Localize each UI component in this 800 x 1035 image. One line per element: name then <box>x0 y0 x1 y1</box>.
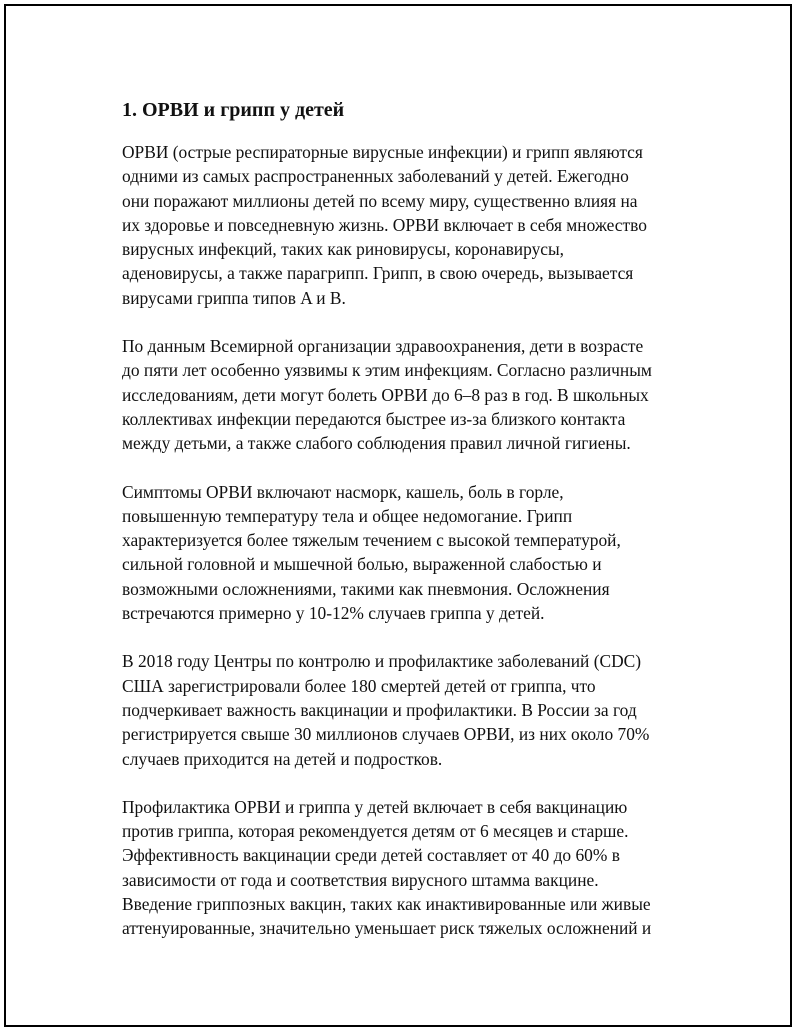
text-line: повышенную температуру тела и общее недомогание. Грипп <box>122 505 573 526</box>
section-heading: 1. ОРВИ и грипп у детей <box>122 99 345 121</box>
text-line: они поражают миллионы детей по всему миру, существенно влияя на <box>122 190 638 211</box>
document-body <box>122 96 697 965</box>
text-line: исследованиям, дети могут болеть ОРВИ до 6–8 раз в год. В школьных <box>122 384 649 405</box>
text-line: коллективах инфекции передаются быстрее из-за близкого контакта <box>122 408 626 429</box>
text-line: подчеркивает важность вакцинации и профилактики. В России за год <box>122 699 637 720</box>
text-line: их здоровье и повседневную жизнь. ОРВИ включает в себя множество <box>122 214 647 235</box>
text-line: характеризуется более тяжелым течением с высокой температурой, <box>122 530 621 551</box>
text-line: между детьми, а также слабого соблюдения правил личной гигиены. <box>122 433 631 454</box>
paragraph-statistics <box>122 649 697 770</box>
text-line: регистрируется свыше 30 миллионов случаев ОРВИ, из них около 70% <box>122 724 650 745</box>
text-line: Введение гриппозных вакцин, таких как инактивированные или живые <box>122 894 651 915</box>
text-line: Эффективность вакцинации среди детей составляет от 40 до 60% в <box>122 845 620 866</box>
paragraph-symptoms <box>122 480 697 626</box>
text-line: сильной головной и мышечной болью, выраженной слабостью и <box>122 554 602 575</box>
paragraph-prevention <box>122 795 697 941</box>
paragraph-who-data <box>122 334 697 455</box>
text-line: против гриппа, которая рекомендуется детям от 6 месяцев и старше. <box>122 821 629 842</box>
text-line: США зарегистрировали более 180 смертей детей от гриппа, что <box>122 675 596 696</box>
paragraph-intro <box>122 140 697 310</box>
text-line: возможными осложнениями, такими как пневмония. Осложнения <box>122 578 610 599</box>
text-line: зависимости от года и соответствия вирусного штамма вакцине. <box>122 869 599 890</box>
text-line: вирусных инфекций, таких как риновирусы, коронавирусы, <box>122 239 565 260</box>
text-line: аттенуированные, значительно уменьшает риск тяжелых осложнений и <box>122 918 652 939</box>
text-line: По данным Всемирной организации здравоохранения, дети в возрасте <box>122 336 644 357</box>
text-line: до пяти лет особенно уязвимы к этим инфекциям. Согласно различным <box>122 360 652 381</box>
text-line: ОРВИ (острые респираторные вирусные инфекции) и грипп являются <box>122 142 643 162</box>
document-page <box>4 4 792 1027</box>
text-line: вирусами гриппа типов A и B. <box>122 287 346 308</box>
text-line: Симптомы ОРВИ включают насморк, кашель, боль в горле, <box>122 481 564 502</box>
text-line: одними из самых распространенных заболеваний у детей. Ежегодно <box>122 166 629 187</box>
text-line: встречаются примерно у 10-12% случаев гриппа у детей. <box>122 603 545 624</box>
text-line: В 2018 году Центры по контролю и профилактике заболеваний (CDC) <box>122 651 642 672</box>
text-line: Профилактика ОРВИ и гриппа у детей включает в себя вакцинацию <box>122 796 628 817</box>
text-line: случаев приходится на детей и подростков. <box>122 748 443 769</box>
text-line: аденовирусы, а также парагрипп. Грипп, в свою очередь, вызывается <box>122 263 634 284</box>
